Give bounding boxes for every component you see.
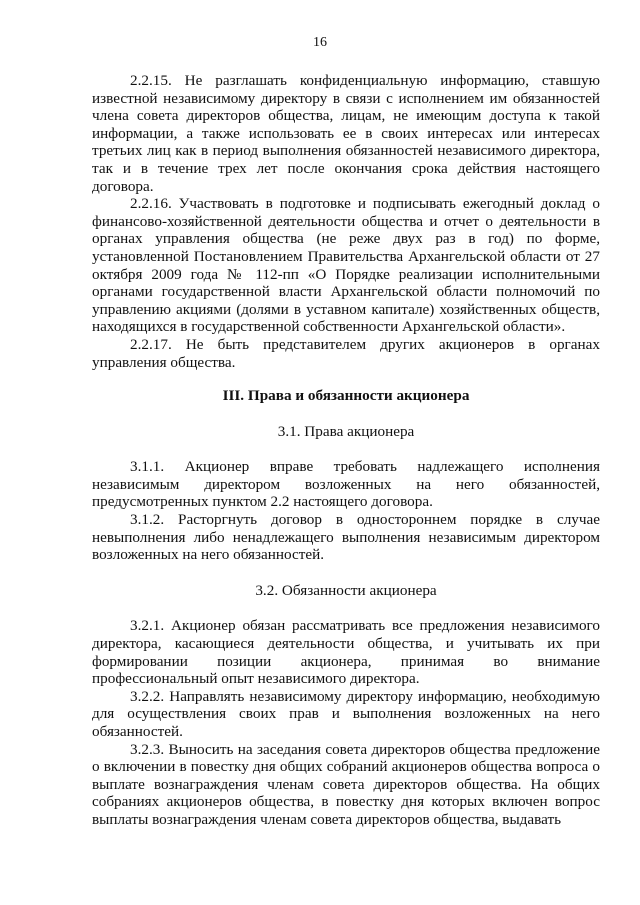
- clause-3-1-1: 3.1.1. Акционер вправе требовать надлежащего исполнения независимым директором возложенных на него обязанностей, предусмотренных пунктом 2.2 настоящего договора.: [92, 458, 600, 511]
- clause-2-2-15: 2.2.15. Не разглашать конфиденциальную информацию, ставшую известной независимому директору в связи с исполнением им обязанностей члена совета директоров общества, лицам, не имеющим доступа к такой информации, а также использовать ее в своих интересах или интересах третьих лиц как в период выполнения обязанностей независимого директора, так и в течение трех лет после окончания срока действия настоящего договора.: [92, 72, 600, 195]
- clause-3-2-2: 3.2.2. Направлять независимому директору информацию, необходимую для осуществления своих прав и выполнения возложенных на него обязанностей.: [92, 687, 600, 740]
- clause-2-2-17: 2.2.17. Не быть представителем других акционеров в органах управления общества.: [92, 335, 600, 371]
- clause-3-2-3: 3.2.3. Выносить на заседания совета директоров общества предложение о включении в повестку дня общих собраний акционеров общества вопроса о выплате вознаграждения членам совета директоров общества. На общих собраниях акционеров общества, в повестку дня которых включен вопрос выплаты вознаграждения членам совета директоров общества, выдавать: [92, 740, 600, 828]
- page-number: 16: [313, 35, 327, 50]
- clause-2-2-16: 2.2.16. Участвовать в подготовке и подписывать ежегодный доклад о финансово-хозяйственной деятельности общества и отчет о деятельности в органах управления общества (не реже двух раз в год) по форме, установленной Постановлением Правительства Архангельской области от 27 октября 2009 года № 112-пп «О Порядке реализации исполнительными органами государственной власти Архангельской области полномочий по управлению акциями (долями в уставном капитале) хозяйственных обществ, находящихся в государственной собственности Архангельской области».: [92, 195, 600, 336]
- clause-3-1-2: 3.1.2. Расторгнуть договор в одностороннем порядке в случае невыполнения либо ненадлежащего выполнения независимым директором возложенных на него обязанностей.: [92, 511, 600, 564]
- subsection-heading-3-2: 3.2. Обязанности акционера: [255, 581, 437, 599]
- subsection-heading-3-1: 3.1. Права акционера: [277, 422, 415, 440]
- section-heading: III. Права и обязанности акционера: [222, 387, 470, 405]
- clause-3-2-1: 3.2.1. Акционер обязан рассматривать все предложения независимого директора, касающиеся деятельности общества, и учитывать их при формировании позиции акционера, принимая во внимание профессиональный опыт независимого директора.: [92, 617, 600, 688]
- document-body: [92, 72, 600, 829]
